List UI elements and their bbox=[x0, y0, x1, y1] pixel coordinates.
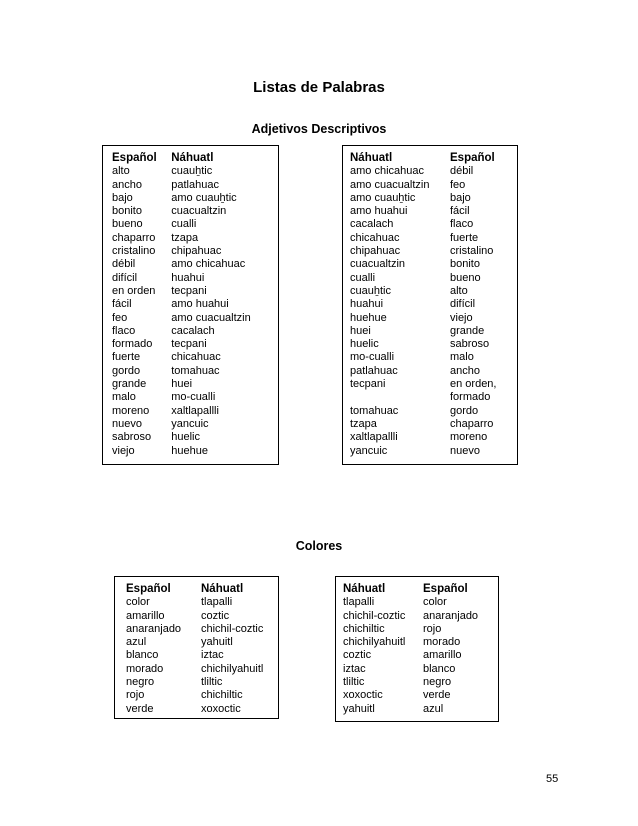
table-cell: coztic bbox=[343, 649, 372, 662]
table-row bbox=[112, 325, 278, 338]
table-cell: grande bbox=[112, 378, 147, 391]
table-cell: amo huahui bbox=[171, 298, 229, 311]
page-title: Listas de Palabras bbox=[253, 79, 385, 96]
table-cell: malo bbox=[450, 351, 474, 364]
table-row bbox=[350, 165, 517, 178]
table-row bbox=[112, 405, 278, 418]
table-cell: cuauẖtic bbox=[350, 284, 391, 297]
table-cell: difícil bbox=[112, 271, 138, 284]
table-row bbox=[350, 298, 517, 311]
table-row bbox=[112, 165, 278, 178]
table-row bbox=[112, 431, 278, 444]
table-cell: negro bbox=[126, 676, 155, 689]
table-cell: amo cuauẖtic bbox=[171, 191, 237, 204]
table-cell: iztac bbox=[343, 662, 366, 675]
section-heading-colores: Colores bbox=[295, 539, 343, 553]
table-cell: chaparro bbox=[112, 231, 156, 244]
table-row bbox=[126, 649, 276, 662]
table-cell: feo bbox=[450, 178, 466, 191]
table-cell: amo cuacualtzin bbox=[171, 311, 251, 324]
table-cell: huei bbox=[350, 324, 371, 337]
header-row bbox=[350, 152, 517, 165]
table-cell: tlapalli bbox=[201, 596, 233, 609]
table-cell: amo huahui bbox=[350, 205, 408, 218]
table-cell: en orden bbox=[112, 284, 156, 297]
table-cell: débil bbox=[450, 165, 474, 178]
table-cell: cristalino bbox=[450, 245, 494, 258]
table-cell: chipahuac bbox=[350, 245, 401, 258]
table-row bbox=[350, 245, 517, 258]
table-cell: bonito bbox=[450, 258, 480, 271]
table-cell: blanco bbox=[423, 662, 456, 675]
table-cell: viejo bbox=[450, 311, 473, 324]
table-row bbox=[112, 232, 278, 245]
section-heading-adjetivos: Adjetivos Descriptivos bbox=[251, 122, 387, 136]
table-cell: chichiltic bbox=[343, 622, 385, 635]
table-cell: amo chicahuac bbox=[350, 165, 424, 178]
table-row bbox=[112, 418, 278, 431]
table-row bbox=[343, 676, 498, 689]
table-row bbox=[350, 431, 517, 444]
table-row bbox=[350, 325, 517, 338]
table-row bbox=[112, 179, 278, 192]
table-cell: bajo bbox=[450, 191, 471, 204]
table-cell: patlahuac bbox=[171, 178, 219, 191]
header-row bbox=[112, 152, 278, 165]
table-row bbox=[350, 351, 517, 364]
column-header: Náhuatl bbox=[171, 152, 214, 164]
table-cell: moreno bbox=[450, 431, 488, 444]
table-cell: chicahuac bbox=[350, 231, 400, 244]
table-cell: feo bbox=[112, 311, 128, 324]
table-cell: tomahuac bbox=[171, 364, 220, 377]
column-header: Español bbox=[423, 583, 468, 595]
table-row bbox=[126, 623, 276, 636]
table-cell: xoxoctic bbox=[343, 689, 383, 702]
table-cell: chichiltic bbox=[201, 689, 243, 702]
table-cell: verde bbox=[126, 702, 154, 715]
table-row bbox=[112, 272, 278, 285]
table-cell: huehue bbox=[171, 444, 208, 457]
table-row bbox=[126, 676, 276, 689]
column-header: Náhuatl bbox=[201, 583, 244, 595]
table-cell: moreno bbox=[112, 404, 150, 417]
column-header: Español bbox=[126, 583, 171, 595]
table-cell: huehue bbox=[350, 311, 387, 324]
table-row bbox=[112, 338, 278, 351]
table-cell: tomahuac bbox=[350, 404, 399, 417]
table-cell: mo-cualli bbox=[171, 391, 216, 404]
table-cell: rojo bbox=[126, 689, 145, 702]
table-row bbox=[343, 649, 498, 662]
header-row bbox=[126, 583, 276, 596]
table-cell: bajo bbox=[112, 191, 133, 204]
table-cell: grande bbox=[450, 324, 485, 337]
table-row bbox=[343, 703, 498, 716]
table-row bbox=[112, 365, 278, 378]
table-cell: tecpani bbox=[171, 338, 207, 351]
table-cell: cuacualtzin bbox=[171, 205, 227, 218]
table-row bbox=[112, 245, 278, 258]
table-cell: nuevo bbox=[112, 417, 142, 430]
table-cell: tzapa bbox=[350, 417, 377, 430]
table-cell: chaparro bbox=[450, 417, 494, 430]
table-cell: difícil bbox=[450, 298, 476, 311]
table-row bbox=[112, 192, 278, 205]
table-row bbox=[126, 596, 276, 609]
table-cell: amo chicahuac bbox=[171, 258, 246, 271]
table-cell: sabroso bbox=[450, 338, 490, 351]
table-cell: xoxoctic bbox=[201, 702, 241, 715]
table-row bbox=[343, 636, 498, 649]
table-cell: morado bbox=[423, 636, 461, 649]
table-row bbox=[126, 636, 276, 649]
table-row bbox=[112, 378, 278, 391]
table-cell: cualli bbox=[171, 218, 197, 231]
table-cell: cualli bbox=[350, 271, 376, 284]
table-cell: cacalach bbox=[350, 218, 394, 231]
table-row bbox=[126, 610, 276, 623]
table-row bbox=[112, 205, 278, 218]
table-cell: huahui bbox=[350, 298, 384, 311]
table-row bbox=[343, 663, 498, 676]
table-row bbox=[350, 272, 517, 285]
table-row bbox=[343, 610, 498, 623]
table-cell: tecpani bbox=[171, 284, 207, 297]
table-cell: huahui bbox=[171, 271, 205, 284]
table-cell: tliltic bbox=[343, 676, 365, 689]
table-row bbox=[112, 445, 278, 458]
table-row bbox=[112, 391, 278, 404]
table-cell: amo cuauẖtic bbox=[350, 191, 416, 204]
table-row bbox=[112, 285, 278, 298]
table-cell: mo-cualli bbox=[350, 351, 395, 364]
table-cell: nuevo bbox=[450, 444, 480, 457]
adjetivos-table-espanol-nahuatl bbox=[102, 145, 279, 465]
table-cell: formado bbox=[112, 338, 153, 351]
table-row bbox=[350, 205, 517, 218]
colores-table-nahuatl-espanol bbox=[335, 576, 499, 722]
table-row bbox=[350, 405, 517, 418]
table-row bbox=[126, 689, 276, 702]
table-row bbox=[350, 232, 517, 245]
table-cell: ancho bbox=[112, 178, 142, 191]
table-cell: cristalino bbox=[112, 245, 156, 258]
header-row bbox=[343, 583, 498, 596]
table-row bbox=[112, 218, 278, 231]
table-row bbox=[343, 596, 498, 609]
table-cell: chichilyahuitl bbox=[343, 636, 406, 649]
table-row bbox=[112, 351, 278, 364]
table-cell: flaco bbox=[112, 324, 136, 337]
table-cell: malo bbox=[112, 391, 136, 404]
table-row bbox=[112, 298, 278, 311]
table-cell: iztac bbox=[201, 649, 224, 662]
table-cell: gordo bbox=[450, 404, 479, 417]
table-cell: viejo bbox=[112, 444, 135, 457]
table-cell: xaltlapallli bbox=[350, 431, 398, 444]
table-row bbox=[350, 445, 517, 458]
table-row bbox=[350, 312, 517, 325]
table-cell: chichil-coztic bbox=[343, 609, 406, 622]
table-cell: yahuitl bbox=[343, 702, 375, 715]
table-cell: amarillo bbox=[126, 609, 165, 622]
table-cell: verde bbox=[423, 689, 451, 702]
table-cell: chichilyahuitl bbox=[201, 662, 264, 675]
table-cell: tecpani bbox=[350, 378, 386, 391]
word-table bbox=[343, 583, 498, 716]
table-cell: flaco bbox=[450, 218, 474, 231]
table-row bbox=[343, 689, 498, 702]
table-row bbox=[112, 312, 278, 325]
table-row bbox=[350, 258, 517, 271]
table-cell: bonito bbox=[112, 205, 142, 218]
table-cell: morado bbox=[126, 662, 164, 675]
table-cell: anaranjado bbox=[423, 609, 479, 622]
table-cell: xaltlapallli bbox=[171, 404, 219, 417]
table-row bbox=[350, 285, 517, 298]
table-row bbox=[350, 365, 517, 378]
colores-table-espanol-nahuatl bbox=[114, 576, 279, 719]
table-row bbox=[350, 218, 517, 231]
column-header: Náhuatl bbox=[350, 152, 393, 164]
table-cell: chipahuac bbox=[171, 245, 222, 258]
table-row bbox=[350, 179, 517, 192]
table-cell: blanco bbox=[126, 649, 159, 662]
table-cell: bueno bbox=[112, 218, 143, 231]
table-row bbox=[350, 338, 517, 351]
table-cell: tliltic bbox=[201, 676, 223, 689]
table-cell: fuerte bbox=[112, 351, 141, 364]
table-cell: amo cuacualtzin bbox=[350, 178, 430, 191]
table-cell: chichil-coztic bbox=[201, 622, 264, 635]
adjetivos-table-nahuatl-espanol bbox=[342, 145, 518, 465]
table-cell: huelic bbox=[350, 338, 379, 351]
table-cell: débil bbox=[112, 258, 136, 271]
table-row bbox=[112, 258, 278, 271]
table-cell: color bbox=[126, 596, 150, 609]
table-cell: amarillo bbox=[423, 649, 462, 662]
table-row bbox=[350, 192, 517, 205]
table-cell: formado bbox=[450, 391, 491, 404]
page-number: 55 bbox=[546, 773, 559, 785]
table-cell: rojo bbox=[423, 622, 442, 635]
table-cell: yancuic bbox=[350, 444, 388, 457]
table-row bbox=[350, 391, 517, 404]
table-cell: color bbox=[423, 596, 447, 609]
table-cell: patlahuac bbox=[350, 364, 398, 377]
column-header: Español bbox=[112, 152, 157, 164]
column-header: Náhuatl bbox=[343, 583, 386, 595]
table-cell: azul bbox=[126, 636, 147, 649]
table-row bbox=[126, 663, 276, 676]
table-cell: cuauẖtic bbox=[171, 165, 213, 178]
table-cell: fácil bbox=[112, 298, 132, 311]
table-cell: azul bbox=[423, 702, 444, 715]
table-row bbox=[350, 418, 517, 431]
table-row bbox=[343, 623, 498, 636]
word-table bbox=[112, 152, 278, 458]
table-cell: fuerte bbox=[450, 231, 479, 244]
table-cell: anaranjado bbox=[126, 622, 182, 635]
table-row bbox=[126, 703, 276, 716]
table-cell: yahuitl bbox=[201, 636, 233, 649]
table-row bbox=[350, 378, 517, 391]
table-cell: fácil bbox=[450, 205, 470, 218]
table-cell: chicahuac bbox=[171, 351, 221, 364]
column-header: Español bbox=[450, 152, 495, 164]
table-cell: alto bbox=[450, 284, 468, 297]
table-cell: gordo bbox=[112, 364, 141, 377]
table-cell: huei bbox=[171, 378, 193, 391]
table-cell: yancuic bbox=[171, 417, 209, 430]
table-cell: huelic bbox=[171, 431, 200, 444]
table-cell: en orden, bbox=[450, 378, 497, 391]
table-cell: sabroso bbox=[112, 431, 152, 444]
table-cell: cacalach bbox=[171, 324, 215, 337]
table-cell: negro bbox=[423, 676, 452, 689]
table-cell: tlapalli bbox=[343, 596, 375, 609]
table-cell: bueno bbox=[450, 271, 481, 284]
table-cell: alto bbox=[112, 165, 130, 178]
table-cell: cuacualtzin bbox=[350, 258, 406, 271]
word-table bbox=[350, 152, 517, 458]
word-table bbox=[126, 583, 276, 716]
table-cell bbox=[350, 391, 450, 404]
table-cell: tzapa bbox=[171, 231, 199, 244]
table-cell: coztic bbox=[201, 609, 230, 622]
table-cell: ancho bbox=[450, 364, 480, 377]
